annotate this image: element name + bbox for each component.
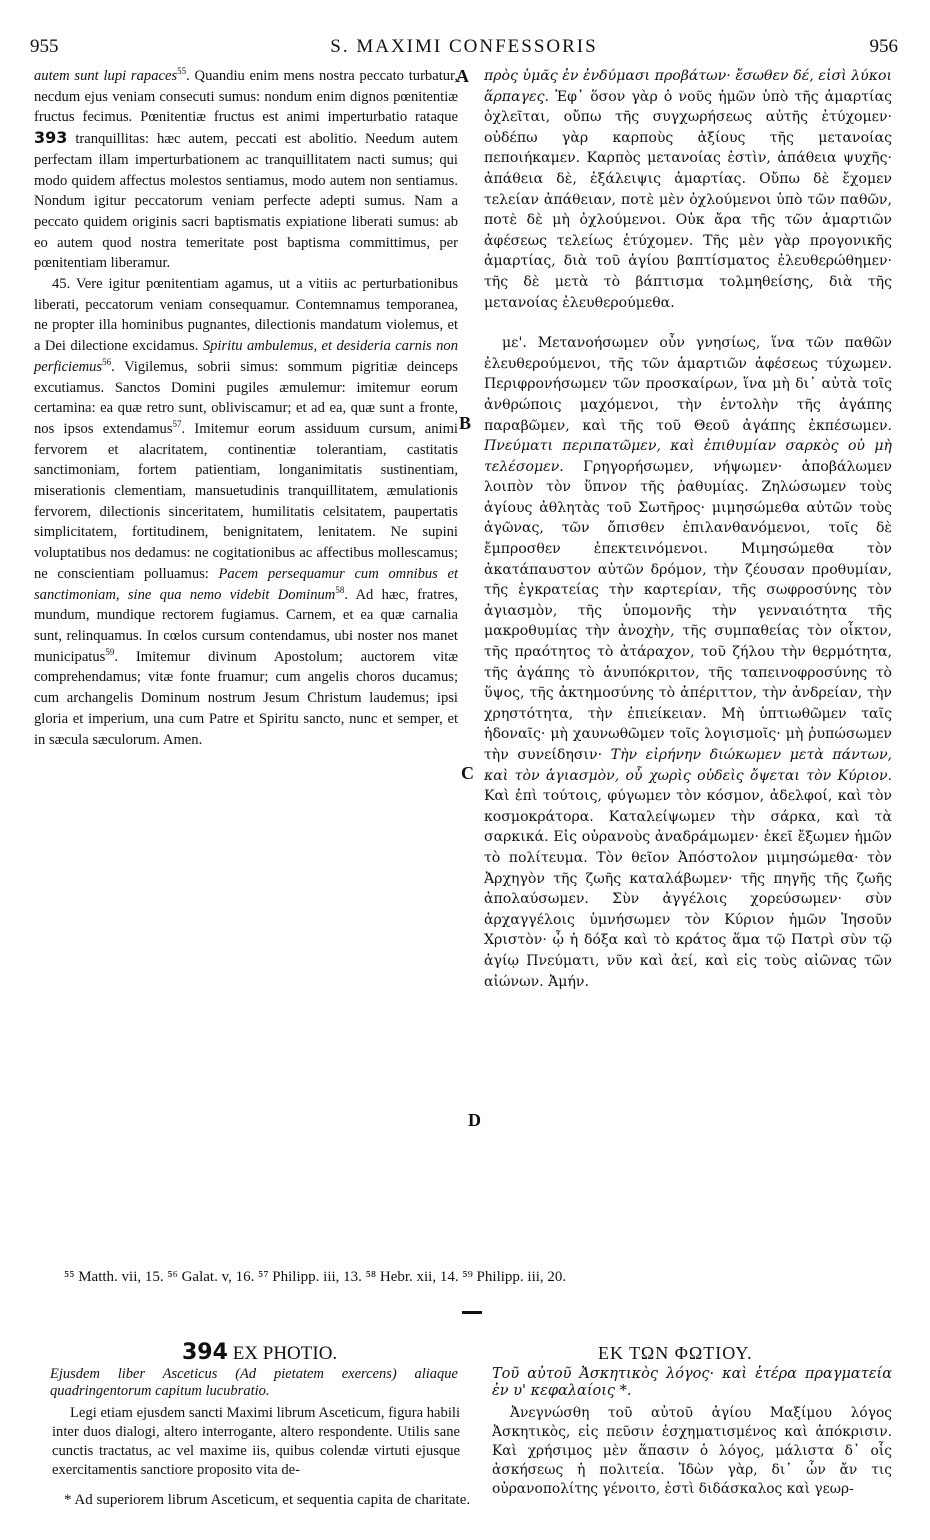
footnote-ref: 56: [102, 356, 112, 367]
greek-column: [484, 66, 892, 992]
section-title-greek: ΕΚ ΤΩΝ ΦΩΤΙΟΥ.: [598, 1343, 753, 1363]
latin-quote: autem sunt lupi rapaces: [34, 68, 178, 84]
latin-text: . Ad hæc, fratres, mundum, mundique rectorem fugiamus. Carnem, et ea quæ carnalia sunt, relinquamus. In cœlos cursum contendamus, ubi noster nos manet municipatus: [34, 586, 459, 665]
greek-quote: Πνεύματι περιπατῶμεν, καὶ ἐπιθυμίαν σαρκὸς οὐ μὴ τελέσομεν.: [484, 438, 892, 475]
latin-text: 45. Vere igitur pœnitentiam agamus, ut a vitiis ac perturbationibus liberati, peccatorum veniam consequamur. Contemnamus temporanea, ne propter illa hominibus pugnantes, dilectionis mandatum violemus, et a Dei dilectione excidamus.: [34, 276, 458, 355]
section-title-latin-text: EX PHOTIO.: [232, 1343, 338, 1364]
latin-column: [34, 66, 458, 750]
section-subtitle-latin: Ejusdem liber Asceticus (Ad pietatem exercens) aliaque quadringentorum capitum lucubratio.: [50, 1366, 458, 1399]
footnote-ref: 59: [105, 646, 115, 657]
margin-letter-c: C: [461, 763, 474, 783]
margin-letter-a: A: [456, 66, 469, 86]
latin-quote: Spiritu ambulemus, et desideria carnis non perficiemus: [34, 338, 458, 375]
greek-text: Καὶ ἐπὶ τούτοις, φύγωμεν τὸν κόσμον, ἀδελφοί, καὶ τὸν κοσμοκράτορα. Καταλείψωμεν τὴν σάρκα, καὶ τὰ σαρκικά. Εἰς οὐρανοὺς ἀναδράμωμεν· ἐκεῖ ἔξωμεν ἡμῶν τὸ πολίτευμα. Τὸν θεῖον Ἀπόστολον μιμησώμεθα· τὸν Ἀρχηγὸν τῆς ζωῆς καταλάβωμεν· τῆς πηγῆς τῆς ζωῆς ἀπολαύσωμεν. Σὺν ἀγγέλοις χορεύσωμεν· σὺν ἀρχαγγέλοις ὑμνήσωμεν τὸν Κύριον ἡμῶν Ἰησοῦν Χριστὸν· ᾧ ἡ δόξα καὶ τὸ κράτος ἅμα τῷ Πατρὶ σὺν τῷ ἁγίῳ Πνεύματι, νῦν καὶ ἀεί, καὶ εἰς τοὺς αἰῶνας τῶν αἰώνων. Ἀμήν.: [484, 788, 892, 990]
margin-letter-d: D: [468, 1110, 481, 1130]
asterisk-note: * Ad superiorem librum Asceticum, et sequentia capita de charitate.: [64, 1492, 471, 1508]
section-body-latin-text: Legi etiam ejusdem sancti Maximi librum Asceticum, figura habili inter duos dialogi, altero interrogante, altero respondente. Utilis sane cunctis tractatus, ac vel maxime iis, quibus colendæ virtuti ejusque exercitamentis sanctiore proposito vita de-: [52, 1405, 460, 1478]
latin-text: . Imitemur eorum assiduum cursum, animi fervorem et alacritatem, continentiæ tolerantiam, castitatis sanctimoniam, fortem patientiam, longanimitatis sustinentiam, miserationis clementiam, mansuetudinis tranquillitatem, æmulationis fervorem, dilectionis sinceritatem, humilitatis celsitatem, paupertatis simplicitatem, fortitudinem, benignitatem, lenitatem. Ne supini voluptatibus nos dedamus: ne cogitationibus ac affectibus mollescamus; ne conscientiam polluamus:: [34, 420, 458, 582]
section-body-greek: [492, 1404, 892, 1499]
section-body-latin: [52, 1404, 460, 1480]
greek-text: Γρηγορήσωμεν, νήψωμεν· ἀποβάλωμεν λοιπὸν τὸν ὕπνον τῆς ῥαθυμίας. Ζηλώσωμεν τοὺς ἁγίους ἀθλητὰς τοῦ Σωτῆρος· μιμησώμεθα αὐτῶν τοὺς ἀγῶνας, τῶν ὄπισθεν ἐπιλανθανόμενοι, τοῖς δὲ ἔμπροσθεν ἐπεκτεινόμενοι. Μιμησώμεθα τὸν ἀκατάπαυστον αὐτῶν δρόμον, τὴν ζέουσαν προθυμίαν, τῆς ἐγκρατείας τὴν καρτερίαν, τῆς σωφροσύνης τὸν ἁγιασμὸν, τῆς ὑπομονῆς τὴν γενναιότητα τῆς μακροθυμίας τὴν ἀνοχὴν, τῆς συμπαθείας τὸν οἶκτον, τῆς πραότητος τὸ ἀτάραχον, τοῦ ζήλου τὴν θερμότητα, τῆς ἀγάπης τὸ ἀνυπόκριτον, τῆς ταπεινοφροσύνης τὸ ὕψος, τῆς ἀκτημοσύνης τὸ ἀπέριττον, τὴν ἀνδρείαν, τὴν χρηστότητα, τὴν ἐπιείκειαν. Μὴ ὑπτιωθῶμεν ταῖς ἡδοναῖς· μὴ χαυνωθῶμεν τοῖς λογισμοῖς· μὴ ῥυπώσωμεν τὴν συνείδησιν·: [484, 458, 893, 763]
greek-text: με'. Μετανοήσωμεν οὖν γνησίως, ἵνα τῶν παθῶν ἐλευθερούμενοι, τῆς τῶν ἁμαρτιῶν ἀφέσεως τύχωμεν. Περιφρονήσωμεν τῶν προσκαίρων, ἵνα μὴ δι᾽ αὐτὰ τοῖς ἀνθρώποις μαχόμενοι, τὴν ἐντολὴν τῆς ἀγάπης παραβῶμεν, καὶ τῆς τοῦ Θεοῦ ἀγάπης ἐκπέσωμεν.: [484, 335, 892, 434]
latin-text: . Imitemur divinum Apostolum; auctorem vitæ comprehendamus; vitæ fonte fruamur; cum angelis choros ducamus; cum archangelis Dominum nostrum Jesum Christum laudemus; ipsi gloria et imperium, una cum Patre et Spiritu sancto, nunc et semper, et in sæcula sæculorum. Amen.: [34, 648, 458, 748]
latin-paragraph-1: [34, 66, 458, 274]
margin-letter-b: B: [459, 413, 472, 433]
latin-text: . Vigilemus, sobrii simus: sommum pigritiæ deinceps excutiamus. Sanctos Domini pugiles æmulemur: imitemur eorum certamina: ea quæ retro sunt, obliviscamur; et ad ea, quæ sunt a fronte, nos ipsos extendamus: [34, 358, 458, 437]
column-number-393: 393: [34, 128, 68, 148]
greek-paragraph-1: [484, 66, 892, 313]
section-divider: [462, 1311, 482, 1314]
greek-quote: πρὸς ὑμᾶς ἐν ἐνδύμασι προβάτων· ἔσωθεν δέ, εἰσὶ λύκοι ἅρπαγες.: [484, 68, 892, 105]
section-title-latin: [182, 1340, 337, 1365]
footnote-ref: 55: [177, 66, 187, 77]
section-subtitle-greek: Τοῦ αὐτοῦ Ἀσκητικὸς λόγος· καὶ ἑτέρα πραγματεία ἐν υ' κεφαλαίοις *.: [492, 1366, 892, 1399]
latin-text: tranquillitas: hæc autem, peccati est abolitio. Needum autem perfectam illam imperturbationem ac tranquillitatem nacti sumus; qui modo quidem affectus molestos sentiamus, modo autem non sentiamus. Nondum igitur peccatorum veniam perfecte adepti sumus. Nam a peccato quidem originis sacri baptismatis expiatione liberati sumus: ab eo autem quod nostra temeritate post baptisma committimus, per pœnitentiam liberamur.: [34, 131, 459, 272]
latin-quote: Pacem persequamur cum omnibus et sanctimoniam, sine qua nemo videbit Dominum: [34, 565, 458, 603]
footnotes: ⁵⁵ Matth. vii, 15. ⁵⁶ Galat. v, 16. ⁵⁷ Philipp. iii, 13. ⁵⁸ Hebr. xii, 14. ⁵⁹ Philipp. iii, 20.: [64, 1269, 567, 1285]
running-title: S. MAXIMI CONFESSORIS: [330, 36, 598, 57]
page-number-right: 956: [869, 36, 898, 57]
latin-text: . Quandiu enim mens nostra peccato turbatur, necdum ejus veniam consecuti sumus: nondum enim dignos pœnitentiæ fructus fecimus. Pœnitentiæ fructus est animi imperturbatio rataque: [34, 68, 458, 126]
section-number: 394: [182, 1340, 228, 1365]
page-header: [30, 36, 898, 62]
page-number-left: 955: [30, 36, 59, 57]
footnote-ref: 58: [335, 584, 345, 595]
footnote-ref: 57: [172, 419, 182, 430]
greek-paragraph-2: [484, 333, 892, 992]
greek-text: Ἐφ᾽ ὅσον γὰρ ὁ νοῦς ἡμῶν ὑπὸ τῆς ἁμαρτίας ὀχλεῖται, οὔπω τῆς συγχωρήσεως αὐτῆς ἐτύχομεν· οὐδέπω γὰρ καρποὺς ἀξίους τῆς μετανοίας πεποιήκαμεν. Καρπὸς μετανοίας ἐστὶν, ἀπάθεια ψυχῆς· ἀπάθεια δὲ, ἐξάλειψις ἁμαρτίας. Οὔπω δὲ ἔχομεν τελείαν ἀπάθειαν, ποτὲ μὲν ὀχλούμενοι ὑπὸ τῶν παθῶν, ποτὲ δὲ μὴ ὀχλούμενοι. Οὐκ ἄρα τῆς τῶν ἁμαρτιῶν ἀφέσεως τελείως ἐτύχομεν. Τῆς μὲν γὰρ προγονικῆς ἁμαρτίας, διὰ τοῦ ἁγίου βαπτίσματος ἐλευθερώθημεν· τῆς δὲ μετὰ τὸ βάπτισμα τολμηθείσης, διὰ τῆς μετανοίας ἐλευθερούμεθα.: [484, 88, 892, 311]
latin-paragraph-2: [34, 274, 458, 750]
greek-quote: Τὴν εἰρήνην διώκωμεν μετὰ πάντων, καὶ τὸν ἁγιασμὸν, οὗ χωρὶς οὐδεὶς ὄψεται τὸν Κύριον.: [484, 747, 893, 784]
section-body-greek-text: Ἀνεγνώσθη τοῦ αὐτοῦ ἁγίου Μαξίμου λόγος Ἀσκητικὸς, εἰς πεῦσιν ἐσχηματισμένος καὶ ἀπόκρισιν. Καὶ χρήσιμος μὲν ἅπασιν ὁ λόγος, μάλιστα δ᾽ οἷς ἀσκήσεως ἡ πολιτεία. Ἰδὼν γὰρ, δι᾽ ὧν ἄν τις οὐρανοπολίτης γένοιτο, ἐστὶ διδάσκαλος καὶ γεωρ-: [492, 1405, 892, 1497]
